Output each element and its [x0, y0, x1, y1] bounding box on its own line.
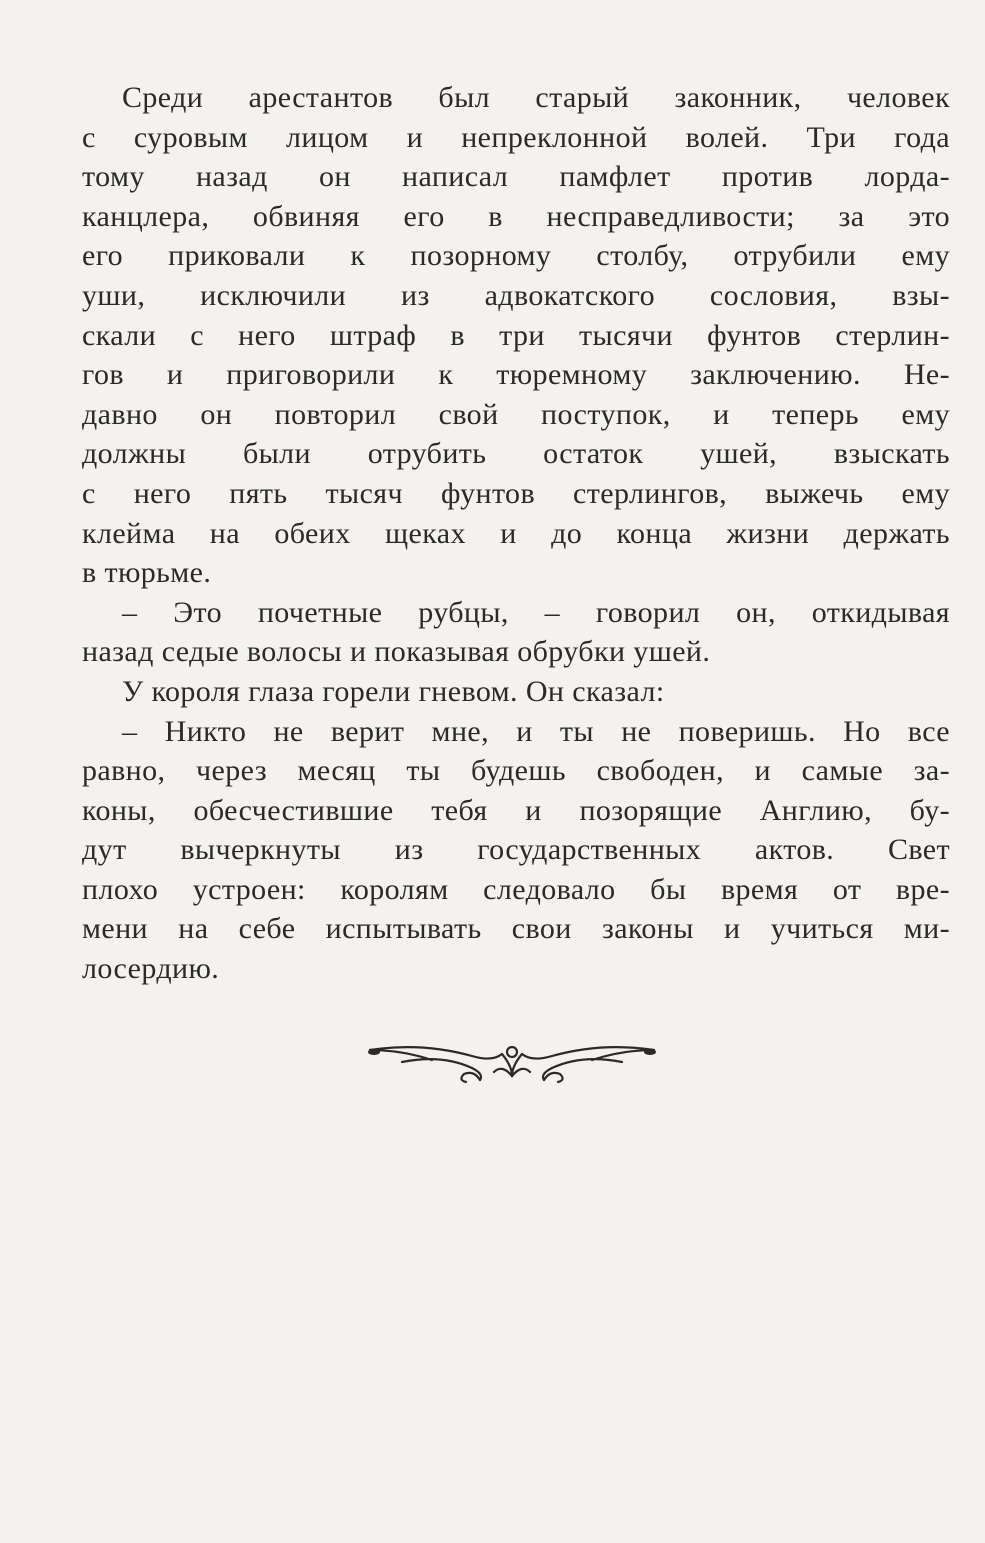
- text-line: его приковали к позорному столбу, отрубили ему: [82, 239, 950, 273]
- text-line: плохо устроен: королям следовало бы время от вре-: [82, 872, 950, 906]
- text-line: – Это почетные рубцы, – говорил он, откидывая: [122, 595, 950, 629]
- decorative-flourish-icon: [362, 1040, 662, 1084]
- text-line: скали с него штраф в три тысячи фунтов стерлин-: [82, 318, 950, 352]
- text-line: клейма на обеих щеках и до конца жизни держать: [82, 516, 950, 550]
- text-line: канцлера, обвиняя его в несправедливости; за это: [82, 199, 950, 233]
- text-line: должны были отрубить остаток ушей, взыскать: [82, 437, 950, 471]
- text-line: Среди арестантов был старый законник, человек: [122, 81, 950, 114]
- text-line: давно он повторил свой поступок, и теперь ему: [82, 397, 950, 431]
- text-line: мени на себе испытывать свои законы и учиться ми-: [82, 912, 950, 946]
- text-line: коны, обесчестившие тебя и позорящие Англию, бу-: [82, 793, 950, 827]
- text-line: гов и приговорили к тюремному заключению. Не-: [82, 358, 950, 392]
- text-line: – Никто не верит мне, и ты не поверишь. Но все: [122, 714, 950, 748]
- text-line: У короля глаза горели гневом. Он сказал:: [122, 674, 665, 708]
- text-line: в тюрьме.: [82, 556, 212, 590]
- text-line: лосердию.: [82, 952, 220, 986]
- text-line: назад седые волосы и показывая обрубки ушей.: [82, 635, 711, 669]
- text-line: с суровым лицом и непреклонной волей. Три года: [82, 120, 950, 154]
- text-line: уши, исключили из адвокатского сословия, взы-: [82, 278, 950, 312]
- text-line: тому назад он написал памфлет против лорда-: [82, 160, 950, 194]
- text-line: дут вычеркнуты из государственных актов. Свет: [82, 833, 950, 867]
- text-line: с него пять тысяч фунтов стерлингов, выжечь ему: [82, 476, 950, 510]
- text-line: равно, через месяц ты будешь свободен, и самые за-: [82, 754, 950, 788]
- page-body-text: [82, 78, 950, 989]
